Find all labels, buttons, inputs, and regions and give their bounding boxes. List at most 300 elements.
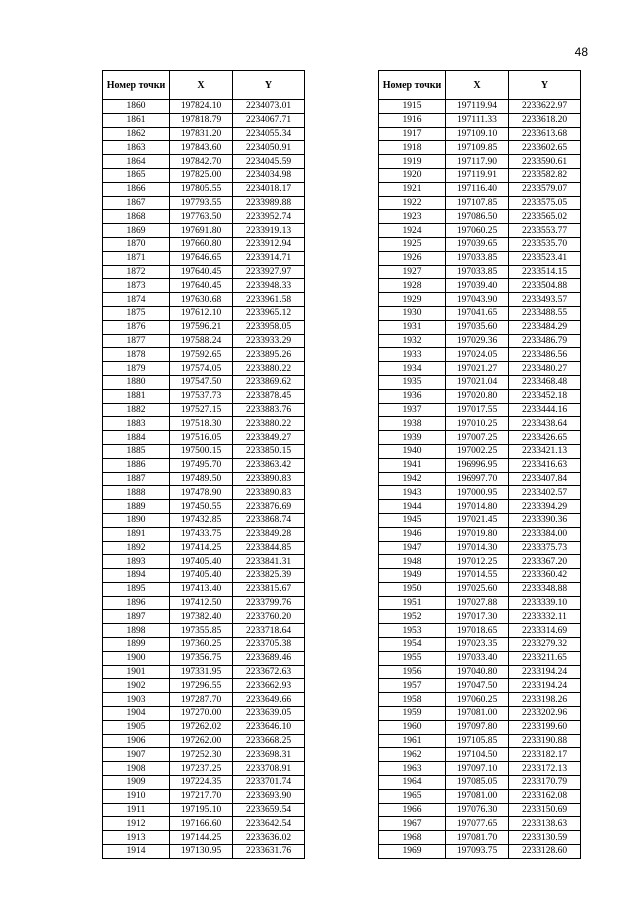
header-y: Y bbox=[509, 71, 581, 100]
table-row bbox=[379, 348, 581, 362]
y-coordinate-cell: 2233718.64 bbox=[233, 624, 305, 638]
x-coordinate-cell: 197646.65 bbox=[170, 251, 233, 265]
point-number-cell: 1891 bbox=[103, 527, 170, 541]
table-row bbox=[103, 610, 305, 624]
x-coordinate-cell: 197166.60 bbox=[170, 817, 233, 831]
table-row bbox=[379, 113, 581, 127]
point-number-cell: 1941 bbox=[379, 458, 446, 472]
x-coordinate-cell: 197021.04 bbox=[446, 375, 509, 389]
x-coordinate-cell: 197252.30 bbox=[170, 748, 233, 762]
table-row bbox=[103, 569, 305, 583]
x-coordinate-cell: 197014.30 bbox=[446, 541, 509, 555]
point-number-cell: 1953 bbox=[379, 624, 446, 638]
point-number-cell: 1939 bbox=[379, 431, 446, 445]
x-coordinate-cell: 197035.60 bbox=[446, 320, 509, 334]
point-number-cell: 1905 bbox=[103, 720, 170, 734]
y-coordinate-cell: 2233639.05 bbox=[233, 707, 305, 721]
point-number-cell: 1963 bbox=[379, 762, 446, 776]
point-number-cell: 1965 bbox=[379, 789, 446, 803]
table-row bbox=[103, 486, 305, 500]
point-number-cell: 1897 bbox=[103, 610, 170, 624]
table-row bbox=[103, 141, 305, 155]
x-coordinate-cell: 197500.15 bbox=[170, 444, 233, 458]
x-coordinate-cell: 197489.50 bbox=[170, 472, 233, 486]
y-coordinate-cell: 2233202.96 bbox=[509, 707, 581, 721]
x-coordinate-cell: 197021.45 bbox=[446, 513, 509, 527]
y-coordinate-cell: 2233799.76 bbox=[233, 596, 305, 610]
x-coordinate-cell: 197818.79 bbox=[170, 113, 233, 127]
y-coordinate-cell: 2233642.54 bbox=[233, 817, 305, 831]
table-row bbox=[379, 127, 581, 141]
x-coordinate-cell: 197592.65 bbox=[170, 348, 233, 362]
y-coordinate-cell: 2233850.15 bbox=[233, 444, 305, 458]
page-number: 48 bbox=[574, 45, 588, 59]
point-number-cell: 1871 bbox=[103, 251, 170, 265]
x-coordinate-cell: 197119.94 bbox=[446, 100, 509, 114]
point-number-cell: 1969 bbox=[379, 845, 446, 859]
table-row bbox=[103, 375, 305, 389]
table-row bbox=[379, 817, 581, 831]
point-number-cell: 1914 bbox=[103, 845, 170, 859]
point-number-cell: 1895 bbox=[103, 582, 170, 596]
table-row bbox=[379, 196, 581, 210]
table-row bbox=[379, 182, 581, 196]
y-coordinate-cell: 2233504.88 bbox=[509, 279, 581, 293]
table-row bbox=[103, 789, 305, 803]
x-coordinate-cell: 197217.70 bbox=[170, 789, 233, 803]
header-x: X bbox=[170, 71, 233, 100]
x-coordinate-cell: 197842.70 bbox=[170, 155, 233, 169]
y-coordinate-cell: 2233890.83 bbox=[233, 486, 305, 500]
x-coordinate-cell: 197296.55 bbox=[170, 679, 233, 693]
point-number-cell: 1929 bbox=[379, 293, 446, 307]
table-row bbox=[379, 776, 581, 790]
point-number-cell: 1922 bbox=[379, 196, 446, 210]
point-number-cell: 1944 bbox=[379, 500, 446, 514]
y-coordinate-cell: 2234073.01 bbox=[233, 100, 305, 114]
table-row bbox=[379, 362, 581, 376]
table-row bbox=[379, 527, 581, 541]
y-coordinate-cell: 2233693.90 bbox=[233, 789, 305, 803]
x-coordinate-cell: 197691.80 bbox=[170, 224, 233, 238]
table-row bbox=[379, 707, 581, 721]
x-coordinate-cell: 197495.70 bbox=[170, 458, 233, 472]
x-coordinate-cell: 197104.50 bbox=[446, 748, 509, 762]
table-row bbox=[103, 196, 305, 210]
table-row bbox=[379, 486, 581, 500]
x-coordinate-cell: 196996.95 bbox=[446, 458, 509, 472]
point-number-cell: 1957 bbox=[379, 679, 446, 693]
table-row bbox=[379, 789, 581, 803]
x-coordinate-cell: 197107.85 bbox=[446, 196, 509, 210]
point-number-cell: 1919 bbox=[379, 155, 446, 169]
y-coordinate-cell: 2233162.08 bbox=[509, 789, 581, 803]
table-row bbox=[103, 845, 305, 859]
y-coordinate-cell: 2234067.71 bbox=[233, 113, 305, 127]
x-coordinate-cell: 197018.65 bbox=[446, 624, 509, 638]
point-number-cell: 1947 bbox=[379, 541, 446, 555]
x-coordinate-cell: 197527.15 bbox=[170, 403, 233, 417]
table-row bbox=[379, 334, 581, 348]
x-coordinate-cell: 197111.33 bbox=[446, 113, 509, 127]
table-row bbox=[103, 707, 305, 721]
x-coordinate-cell: 197076.30 bbox=[446, 803, 509, 817]
y-coordinate-cell: 2233190.88 bbox=[509, 734, 581, 748]
table-row bbox=[379, 417, 581, 431]
x-coordinate-cell: 197060.25 bbox=[446, 693, 509, 707]
header-y: Y bbox=[233, 71, 305, 100]
point-number-cell: 1948 bbox=[379, 555, 446, 569]
point-number-cell: 1933 bbox=[379, 348, 446, 362]
y-coordinate-cell: 2233868.74 bbox=[233, 513, 305, 527]
header-point-number: Номер точки bbox=[103, 71, 170, 100]
point-number-cell: 1881 bbox=[103, 389, 170, 403]
table-row bbox=[103, 776, 305, 790]
y-coordinate-cell: 2233646.10 bbox=[233, 720, 305, 734]
table-row bbox=[379, 141, 581, 155]
table-row bbox=[103, 693, 305, 707]
table-row bbox=[379, 375, 581, 389]
y-coordinate-cell: 2233895.26 bbox=[233, 348, 305, 362]
x-coordinate-cell: 197450.55 bbox=[170, 500, 233, 514]
x-coordinate-cell: 197630.68 bbox=[170, 293, 233, 307]
x-coordinate-cell: 197010.25 bbox=[446, 417, 509, 431]
y-coordinate-cell: 2233348.88 bbox=[509, 582, 581, 596]
x-coordinate-cell: 197660.80 bbox=[170, 237, 233, 251]
table-row bbox=[379, 651, 581, 665]
x-coordinate-cell: 197356.75 bbox=[170, 651, 233, 665]
table-row bbox=[379, 320, 581, 334]
y-coordinate-cell: 2233602.65 bbox=[509, 141, 581, 155]
x-coordinate-cell: 197020.80 bbox=[446, 389, 509, 403]
point-number-cell: 1962 bbox=[379, 748, 446, 762]
x-coordinate-cell: 197596.21 bbox=[170, 320, 233, 334]
x-coordinate-cell: 197382.40 bbox=[170, 610, 233, 624]
x-coordinate-cell: 197612.10 bbox=[170, 306, 233, 320]
y-coordinate-cell: 2233553.77 bbox=[509, 224, 581, 238]
point-number-cell: 1886 bbox=[103, 458, 170, 472]
x-coordinate-cell: 197039.65 bbox=[446, 237, 509, 251]
point-number-cell: 1906 bbox=[103, 734, 170, 748]
x-coordinate-cell: 197021.27 bbox=[446, 362, 509, 376]
x-coordinate-cell: 197025.60 bbox=[446, 582, 509, 596]
y-coordinate-cell: 2233914.71 bbox=[233, 251, 305, 265]
x-coordinate-cell: 197043.90 bbox=[446, 293, 509, 307]
point-number-cell: 1930 bbox=[379, 306, 446, 320]
table-row bbox=[379, 293, 581, 307]
y-coordinate-cell: 2233452.18 bbox=[509, 389, 581, 403]
table-row bbox=[103, 431, 305, 445]
x-coordinate-cell: 197077.65 bbox=[446, 817, 509, 831]
x-coordinate-cell: 197017.30 bbox=[446, 610, 509, 624]
point-number-cell: 1912 bbox=[103, 817, 170, 831]
table-header-row bbox=[379, 71, 581, 100]
table-row bbox=[379, 431, 581, 445]
y-coordinate-cell: 2233613.68 bbox=[509, 127, 581, 141]
point-number-cell: 1968 bbox=[379, 831, 446, 845]
x-coordinate-cell: 197081.70 bbox=[446, 831, 509, 845]
point-number-cell: 1937 bbox=[379, 403, 446, 417]
y-coordinate-cell: 2233708.91 bbox=[233, 762, 305, 776]
y-coordinate-cell: 2233815.67 bbox=[233, 582, 305, 596]
point-number-cell: 1875 bbox=[103, 306, 170, 320]
table-row bbox=[379, 389, 581, 403]
y-coordinate-cell: 2233701.74 bbox=[233, 776, 305, 790]
point-number-cell: 1883 bbox=[103, 417, 170, 431]
x-coordinate-cell: 197081.00 bbox=[446, 789, 509, 803]
table-row bbox=[379, 555, 581, 569]
table-row bbox=[103, 362, 305, 376]
table-row bbox=[103, 334, 305, 348]
x-coordinate-cell: 197000.95 bbox=[446, 486, 509, 500]
point-number-cell: 1946 bbox=[379, 527, 446, 541]
point-number-cell: 1878 bbox=[103, 348, 170, 362]
table-row bbox=[103, 541, 305, 555]
y-coordinate-cell: 2233876.69 bbox=[233, 500, 305, 514]
point-number-cell: 1879 bbox=[103, 362, 170, 376]
coordinates-table-left bbox=[102, 70, 305, 859]
point-number-cell: 1888 bbox=[103, 486, 170, 500]
table-row bbox=[103, 155, 305, 169]
table-row bbox=[379, 168, 581, 182]
table-row bbox=[103, 803, 305, 817]
x-coordinate-cell: 197060.25 bbox=[446, 224, 509, 238]
x-coordinate-cell: 197262.02 bbox=[170, 720, 233, 734]
y-coordinate-cell: 2233421.13 bbox=[509, 444, 581, 458]
table-row bbox=[379, 458, 581, 472]
y-coordinate-cell: 2233849.27 bbox=[233, 431, 305, 445]
x-coordinate-cell: 197287.70 bbox=[170, 693, 233, 707]
table-row bbox=[379, 693, 581, 707]
x-coordinate-cell: 197831.20 bbox=[170, 127, 233, 141]
table-row bbox=[103, 748, 305, 762]
table-row bbox=[379, 265, 581, 279]
y-coordinate-cell: 2233965.12 bbox=[233, 306, 305, 320]
point-number-cell: 1928 bbox=[379, 279, 446, 293]
table-row bbox=[103, 444, 305, 458]
x-coordinate-cell: 197793.55 bbox=[170, 196, 233, 210]
point-number-cell: 1961 bbox=[379, 734, 446, 748]
table-row bbox=[103, 224, 305, 238]
table-row bbox=[379, 803, 581, 817]
y-coordinate-cell: 2233890.83 bbox=[233, 472, 305, 486]
x-coordinate-cell: 197109.10 bbox=[446, 127, 509, 141]
x-coordinate-cell: 197413.40 bbox=[170, 582, 233, 596]
table-row bbox=[379, 403, 581, 417]
y-coordinate-cell: 2233514.15 bbox=[509, 265, 581, 279]
x-coordinate-cell: 197002.25 bbox=[446, 444, 509, 458]
y-coordinate-cell: 2233484.29 bbox=[509, 320, 581, 334]
point-number-cell: 1960 bbox=[379, 720, 446, 734]
point-number-cell: 1908 bbox=[103, 762, 170, 776]
y-coordinate-cell: 2233952.74 bbox=[233, 210, 305, 224]
y-coordinate-cell: 2233444.16 bbox=[509, 403, 581, 417]
table-row bbox=[379, 279, 581, 293]
table-row bbox=[379, 734, 581, 748]
x-coordinate-cell: 197039.40 bbox=[446, 279, 509, 293]
table-row bbox=[379, 100, 581, 114]
x-coordinate-cell: 197041.65 bbox=[446, 306, 509, 320]
y-coordinate-cell: 2233869.62 bbox=[233, 375, 305, 389]
x-coordinate-cell: 197195.10 bbox=[170, 803, 233, 817]
x-coordinate-cell: 197027.88 bbox=[446, 596, 509, 610]
point-number-cell: 1898 bbox=[103, 624, 170, 638]
table-row bbox=[379, 306, 581, 320]
point-number-cell: 1967 bbox=[379, 817, 446, 831]
point-number-cell: 1902 bbox=[103, 679, 170, 693]
y-coordinate-cell: 2233618.20 bbox=[509, 113, 581, 127]
table-row bbox=[103, 831, 305, 845]
y-coordinate-cell: 2233426.65 bbox=[509, 431, 581, 445]
x-coordinate-cell: 197360.25 bbox=[170, 638, 233, 652]
y-coordinate-cell: 2233279.32 bbox=[509, 638, 581, 652]
table-row bbox=[103, 265, 305, 279]
y-coordinate-cell: 2233390.36 bbox=[509, 513, 581, 527]
point-number-cell: 1917 bbox=[379, 127, 446, 141]
y-coordinate-cell: 2233407.84 bbox=[509, 472, 581, 486]
x-coordinate-cell: 197086.50 bbox=[446, 210, 509, 224]
table-row bbox=[103, 417, 305, 431]
table-row bbox=[103, 555, 305, 569]
x-coordinate-cell: 197412.50 bbox=[170, 596, 233, 610]
table-row bbox=[379, 569, 581, 583]
point-number-cell: 1958 bbox=[379, 693, 446, 707]
y-coordinate-cell: 2233948.33 bbox=[233, 279, 305, 293]
x-coordinate-cell: 197478.90 bbox=[170, 486, 233, 500]
y-coordinate-cell: 2233849.28 bbox=[233, 527, 305, 541]
point-number-cell: 1943 bbox=[379, 486, 446, 500]
y-coordinate-cell: 2233659.54 bbox=[233, 803, 305, 817]
point-number-cell: 1909 bbox=[103, 776, 170, 790]
y-coordinate-cell: 2233375.73 bbox=[509, 541, 581, 555]
x-coordinate-cell: 197640.45 bbox=[170, 265, 233, 279]
table-row bbox=[379, 251, 581, 265]
point-number-cell: 1920 bbox=[379, 168, 446, 182]
table-row bbox=[379, 720, 581, 734]
x-coordinate-cell: 197097.10 bbox=[446, 762, 509, 776]
table-row bbox=[103, 403, 305, 417]
table-row bbox=[103, 458, 305, 472]
point-number-cell: 1882 bbox=[103, 403, 170, 417]
y-coordinate-cell: 2233150.69 bbox=[509, 803, 581, 817]
point-number-cell: 1952 bbox=[379, 610, 446, 624]
y-coordinate-cell: 2233919.13 bbox=[233, 224, 305, 238]
table-row bbox=[103, 293, 305, 307]
table-row bbox=[103, 348, 305, 362]
table-row bbox=[379, 237, 581, 251]
y-coordinate-cell: 2233841.31 bbox=[233, 555, 305, 569]
table-row bbox=[379, 831, 581, 845]
y-coordinate-cell: 2233194.24 bbox=[509, 679, 581, 693]
point-number-cell: 1900 bbox=[103, 651, 170, 665]
point-number-cell: 1959 bbox=[379, 707, 446, 721]
y-coordinate-cell: 2233863.42 bbox=[233, 458, 305, 472]
x-coordinate-cell: 197588.24 bbox=[170, 334, 233, 348]
x-coordinate-cell: 197081.00 bbox=[446, 707, 509, 721]
y-coordinate-cell: 2234018.17 bbox=[233, 182, 305, 196]
point-number-cell: 1903 bbox=[103, 693, 170, 707]
x-coordinate-cell: 197537.73 bbox=[170, 389, 233, 403]
point-number-cell: 1860 bbox=[103, 100, 170, 114]
y-coordinate-cell: 2233402.57 bbox=[509, 486, 581, 500]
point-number-cell: 1936 bbox=[379, 389, 446, 403]
table-row bbox=[103, 527, 305, 541]
x-coordinate-cell: 197130.95 bbox=[170, 845, 233, 859]
y-coordinate-cell: 2233582.82 bbox=[509, 168, 581, 182]
y-coordinate-cell: 2234055.34 bbox=[233, 127, 305, 141]
table-row bbox=[103, 251, 305, 265]
table-row bbox=[379, 224, 581, 238]
point-number-cell: 1950 bbox=[379, 582, 446, 596]
y-coordinate-cell: 2233575.05 bbox=[509, 196, 581, 210]
y-coordinate-cell: 2233360.42 bbox=[509, 569, 581, 583]
point-number-cell: 1901 bbox=[103, 665, 170, 679]
x-coordinate-cell: 197763.50 bbox=[170, 210, 233, 224]
x-coordinate-cell: 197262.00 bbox=[170, 734, 233, 748]
y-coordinate-cell: 2233384.00 bbox=[509, 527, 581, 541]
x-coordinate-cell: 197432.85 bbox=[170, 513, 233, 527]
y-coordinate-cell: 2233825.39 bbox=[233, 569, 305, 583]
table-row bbox=[379, 513, 581, 527]
y-coordinate-cell: 2233468.48 bbox=[509, 375, 581, 389]
x-coordinate-cell: 197109.85 bbox=[446, 141, 509, 155]
y-coordinate-cell: 2233194.24 bbox=[509, 665, 581, 679]
table-row bbox=[379, 500, 581, 514]
point-number-cell: 1899 bbox=[103, 638, 170, 652]
point-number-cell: 1927 bbox=[379, 265, 446, 279]
point-number-cell: 1893 bbox=[103, 555, 170, 569]
point-number-cell: 1911 bbox=[103, 803, 170, 817]
y-coordinate-cell: 2233138.63 bbox=[509, 817, 581, 831]
table-row bbox=[103, 168, 305, 182]
x-coordinate-cell: 197105.85 bbox=[446, 734, 509, 748]
x-coordinate-cell: 197574.05 bbox=[170, 362, 233, 376]
x-coordinate-cell: 197516.05 bbox=[170, 431, 233, 445]
y-coordinate-cell: 2233878.45 bbox=[233, 389, 305, 403]
table-row bbox=[103, 762, 305, 776]
table-row bbox=[103, 389, 305, 403]
point-number-cell: 1887 bbox=[103, 472, 170, 486]
y-coordinate-cell: 2233170.79 bbox=[509, 776, 581, 790]
point-number-cell: 1869 bbox=[103, 224, 170, 238]
x-coordinate-cell: 197033.85 bbox=[446, 265, 509, 279]
point-number-cell: 1954 bbox=[379, 638, 446, 652]
point-number-cell: 1890 bbox=[103, 513, 170, 527]
point-number-cell: 1862 bbox=[103, 127, 170, 141]
table-row bbox=[379, 845, 581, 859]
y-coordinate-cell: 2233705.38 bbox=[233, 638, 305, 652]
y-coordinate-cell: 2234034.98 bbox=[233, 168, 305, 182]
x-coordinate-cell: 197237.25 bbox=[170, 762, 233, 776]
y-coordinate-cell: 2233438.64 bbox=[509, 417, 581, 431]
y-coordinate-cell: 2233480.27 bbox=[509, 362, 581, 376]
table-row bbox=[103, 500, 305, 514]
x-coordinate-cell: 197093.75 bbox=[446, 845, 509, 859]
y-coordinate-cell: 2233493.57 bbox=[509, 293, 581, 307]
y-coordinate-cell: 2233314.69 bbox=[509, 624, 581, 638]
coordinates-table-right bbox=[378, 70, 581, 859]
x-coordinate-cell: 197405.40 bbox=[170, 569, 233, 583]
point-number-cell: 1910 bbox=[103, 789, 170, 803]
y-coordinate-cell: 2233182.17 bbox=[509, 748, 581, 762]
x-coordinate-cell: 197017.55 bbox=[446, 403, 509, 417]
x-coordinate-cell: 197640.45 bbox=[170, 279, 233, 293]
point-number-cell: 1868 bbox=[103, 210, 170, 224]
table-row bbox=[379, 210, 581, 224]
y-coordinate-cell: 2233760.20 bbox=[233, 610, 305, 624]
point-number-cell: 1892 bbox=[103, 541, 170, 555]
y-coordinate-cell: 2233394.29 bbox=[509, 500, 581, 514]
